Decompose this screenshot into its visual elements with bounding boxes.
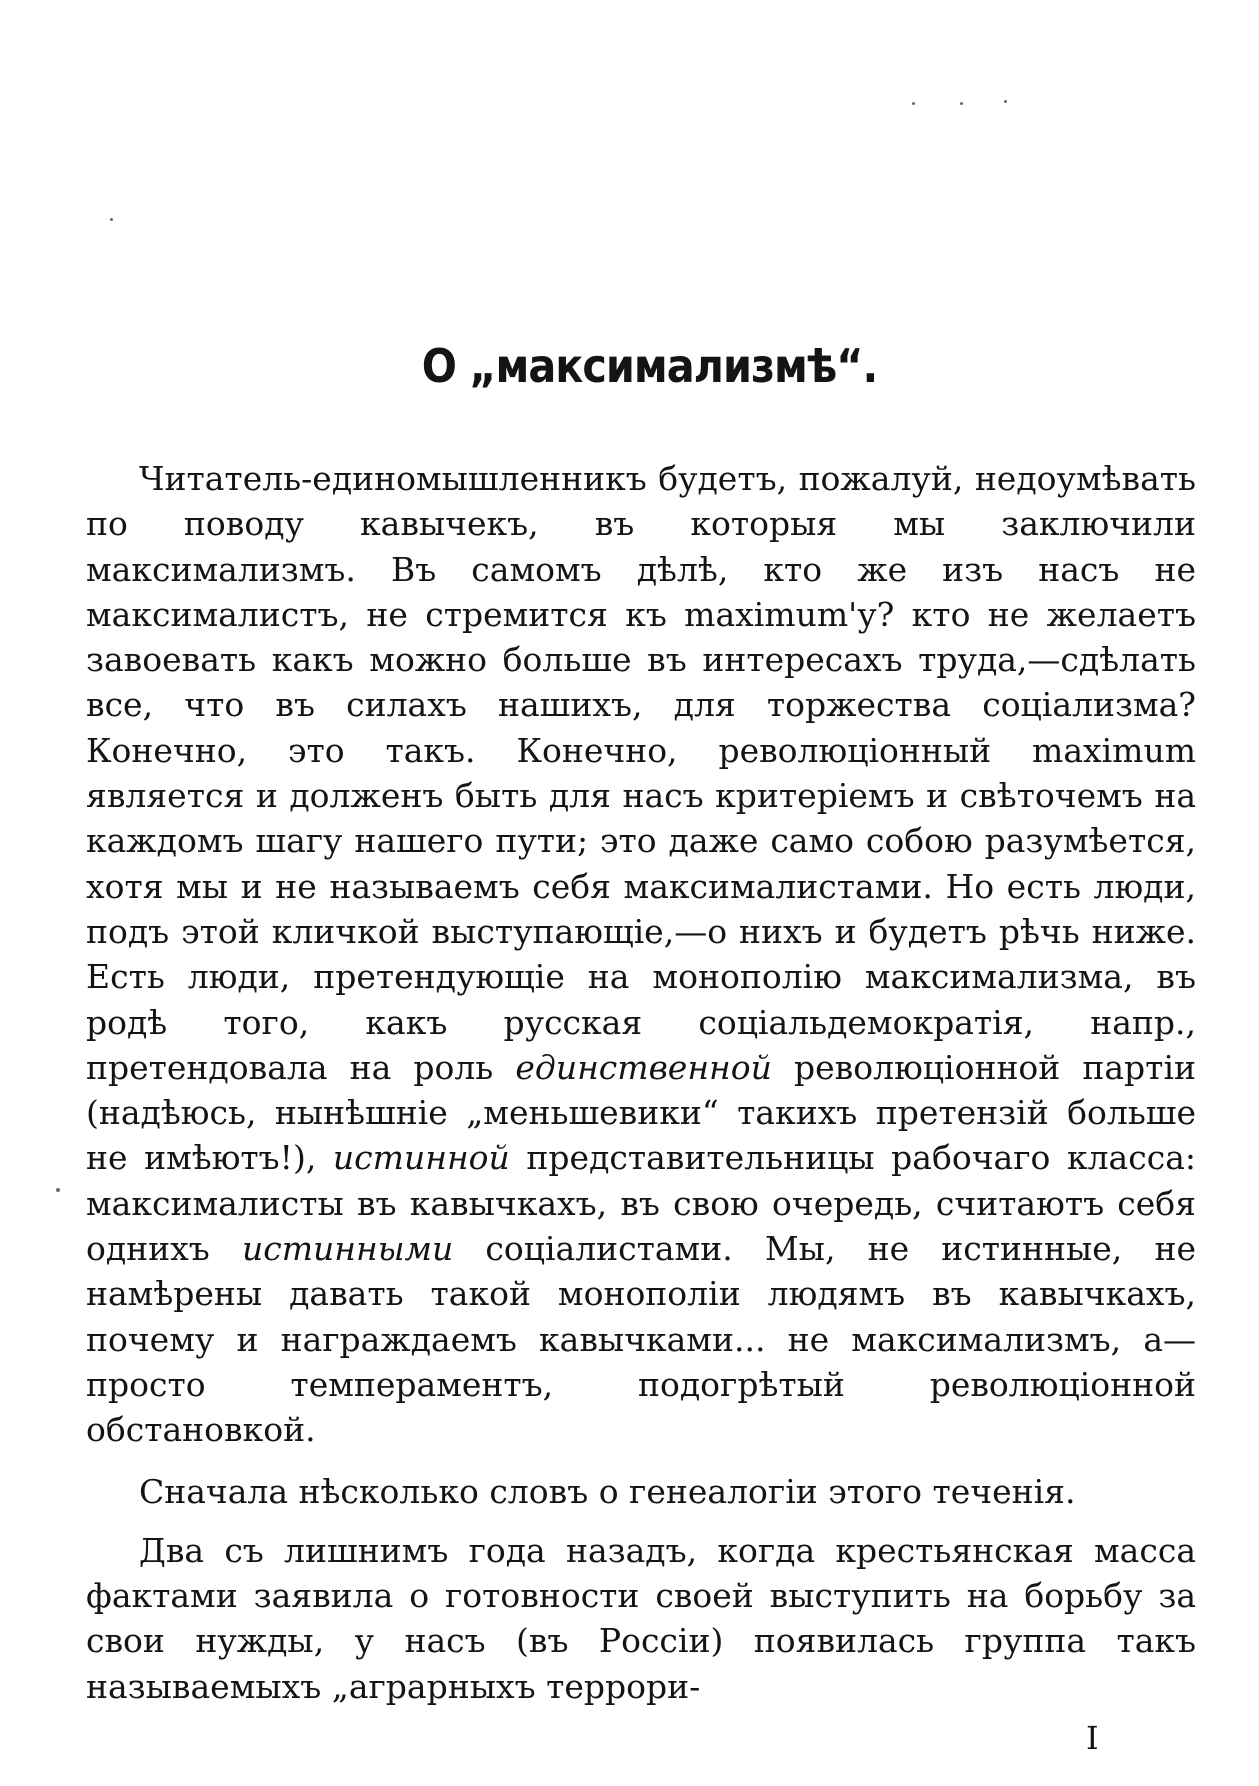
print-speck [110,218,113,221]
print-speck [56,1188,60,1192]
italic-text: единственной [515,1047,772,1087]
print-speck [912,102,915,105]
paragraph [86,1528,1196,1709]
body-text [86,456,1196,1723]
text-run: Два съ лишнимъ года назадъ, когда крестьянская масса фактами заявила о готовности своей выступить на борьбу за свои нужды, у насъ (въ Россіи) появилась группа такъ называемыхъ „аграрныхъ террори- [86,1530,1196,1706]
paragraph [86,1469,1196,1514]
print-speck [960,102,963,105]
print-speck [1004,100,1007,103]
text-run: представительницы рабочаго класса: максималисты въ кавычкахъ, въ свою очередь, считаютъ себя однихъ [86,1138,1196,1269]
text-run: соціалистами. Мы, не истинные, не намѣрены давать такой монополіи людямъ въ кавычкахъ, почему и награждаемъ кавычками... не максимализмъ, а—просто темпераментъ, подогрѣтый революціонной обстановкой. [86,1229,1196,1450]
italic-text: истинной [332,1138,510,1178]
page-number: I [1086,1719,1099,1757]
text-run: революціонной партіи (надѣюсь, нынѣшніе „меньшевики“ такихъ претензій больше не имѣютъ!), [86,1047,1196,1178]
paragraph [86,456,1196,1453]
text-run: Сначала нѣсколько словъ о генеалогіи этого теченія. [139,1471,1076,1511]
text-run: Читатель-единомышленникъ будетъ, пожалуй, недоумѣвать по поводу кавычекъ, въ которыя мы заключили максимализмъ. Въ самомъ дѣлѣ, кто же изъ насъ не максималистъ, не стремится къ maximum'у? кто не желаетъ завоевать какъ можно больше въ интересахъ труда,—сдѣлать все, что въ силахъ нашихъ, для торжества соціализма? Конечно, это такъ. Конечно, революціонный maximum является и долженъ быть для насъ критеріемъ и свѣточемъ на каждомъ шагу нашего пути; это даже само собою разумѣется, хотя мы и не называемъ себя максималистами. Но есть люди, подъ этой кличкой выступающіе,—о нихъ и будетъ рѣчь ниже. Есть люди, претендующіе на монополію максимализма, въ родѣ того, какъ русская соціальдемократія, напр., претендовала на роль [86,459,1196,1087]
italic-text: истинными [241,1229,454,1269]
page-title: О „максимализмѣ“. [421,339,878,393]
